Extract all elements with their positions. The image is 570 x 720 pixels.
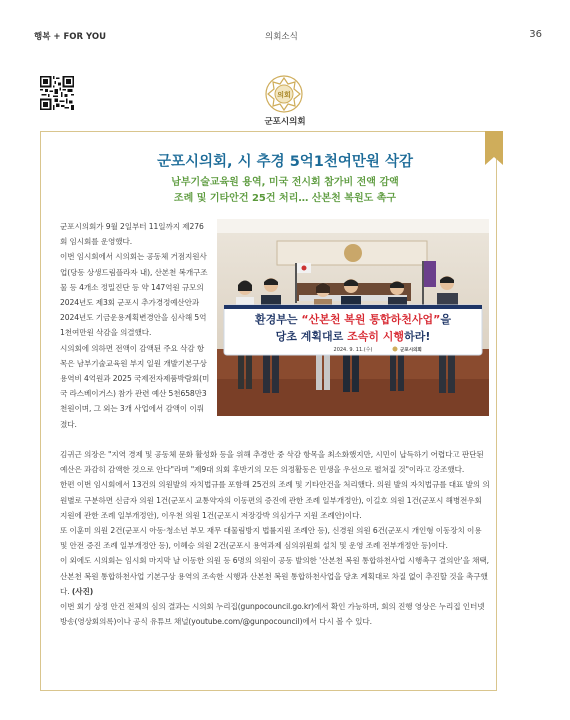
press-photo — [217, 219, 489, 416]
article-subtitle-2: 조례 및 기타안건 25건 처리… 산본천 복원도 촉구 — [173, 193, 397, 204]
banner-prefix-2: 당초 계획대로 — [275, 330, 344, 343]
paragraph: 시의회에 의하면 전액이 감액된 주요 삭감 항목은 남부기술교육원 부지 일원 개발기본구상 용역비 4억원과 2025 국제전자제품박람회(미국 라스베이거스) 참가 관련 예산 5천658만3천원이며, 그 외는 3개 사업에서 감액이 이뤄졌다. — [60, 343, 210, 429]
banner-prefix-1: 환경부는 — [254, 313, 298, 326]
paragraph — [60, 553, 490, 599]
banner-date: 2024. 9. 11.(수) — [333, 347, 373, 353]
article-body-text — [60, 447, 490, 629]
paragraph-text: 또 이훈미 의원 2건(군포시 아동·청소년 부모 재무 대물림방지 법률지원 조례안 등), 신경원 의원 6건(군포시 개인형 이동장치 이용 및 안전 증진 조례 일부개정안 등), 이혜승 의원 2건(군포시 용역과제 심의위원회 설치 및 운영 조례 전부개정안 등)이다. — [60, 526, 482, 551]
svg-text:당초 계획대로 조속히 시행하라! — [276, 329, 431, 343]
paragraph: 한편 이번 임시회에서 13건의 의원발의 자치법규를 포함해 25건의 조례 및 기타안건을 처리했다. 의원 발의 자치법규를 대표 발의 의원별로 구분하면 신금자 의원 1건(군포시 교통약자의 이동편의 증진에 관한 조례 일부개정안), 이길호 의원 1건(군포시 해병전우회 지원에 관한 조례 일부개정안), 이우천 의원 1건(군포시 저장강박 의심가구 지원 조례안)이다. — [60, 480, 490, 520]
banner-suffix-1: 을 — [440, 313, 452, 326]
article-title: 군포시의회, 시 추경 5억1천여만원 삭감 — [157, 154, 413, 170]
seal-text: 의회 — [277, 91, 291, 99]
paragraph: 군포시의회가 9월 2일부터 11일까지 제276회 임시회를 운영했다. — [60, 222, 204, 247]
section-header: 의회소식 — [265, 32, 298, 42]
article-column-text — [60, 219, 210, 432]
paragraph: 이번 회기 상정 안건 전체의 심의 결과는 시의회 누리집(gunpocouncil.go.kr)에서 확인 가능하며, 회의 진행 영상은 누리집 인터넷 방송(영상회의록)이나 공식 유튜브 채널(youtube.com/@gunpocouncil)에서 다시 볼 수 있다. — [60, 602, 485, 627]
qr-code-icon[interactable] — [40, 76, 74, 110]
page-number: 36 — [529, 29, 542, 40]
svg-text:환경부는 “산본천 복원 통합하천사업”을 — [254, 312, 451, 326]
paragraph — [60, 523, 490, 553]
banner-highlight-1: “산본천 복원 통합하천사업” — [301, 313, 441, 326]
banner-highlight-2: 조속히 시행 — [347, 330, 405, 343]
paragraph: 이번 임시회에서 시의회는 공동체 거점지원사업(당동 상생드림플라자 내), 산본천 복개구조물 등 4개소 정밀진단 등 약 147억원 규모의 2024년도 제3회 군포시 추가경정예산안과 2024년도 기금운용계획변경안을 심사해 5억1천여만원 삭감을 의결했다. — [60, 252, 208, 338]
protest-banner — [224, 305, 482, 355]
paragraph-text: 이 외에도 시의회는 임시회 마지막 날 이동한 의원 등 6명의 의원이 공동 발의한 '산본천 복원 통합하천사업 시행촉구 결의안'을 채택, 산본천 복원 통합하천사업 기본구상 용역의 조속한 시행과 산본천 복원 통합하천사업을 당초 계획대로 차질 없이 추진할 것을 촉구했다. — [60, 556, 489, 596]
section-title: 군포시의회 — [264, 117, 306, 127]
council-seal-icon — [264, 74, 304, 114]
banner-suffix-2: 하라! — [404, 330, 431, 343]
article-subtitle-1: 남부기술교육원 용역, 미국 전시회 참가비 전액 감액 — [171, 177, 399, 188]
photo-caption: (사진) — [71, 586, 94, 596]
magazine-name: 행복 + FOR YOU — [34, 32, 106, 42]
banner-org: 군포시의회 — [400, 348, 422, 353]
paragraph: 김귀근 의장은 "지역 경제 및 공동체 문화 활성화 등을 위해 추경안 중 삭감 항목을 최소화했지만, 시민이 납득하기 어렵다고 판단된 예산은 과감히 감액한 것으로 안다"라며 "제9대 의회 후반기의 모든 의정활동은 민생을 우선으로 펼쳐질 것"이라고 강조했다. — [60, 450, 484, 475]
